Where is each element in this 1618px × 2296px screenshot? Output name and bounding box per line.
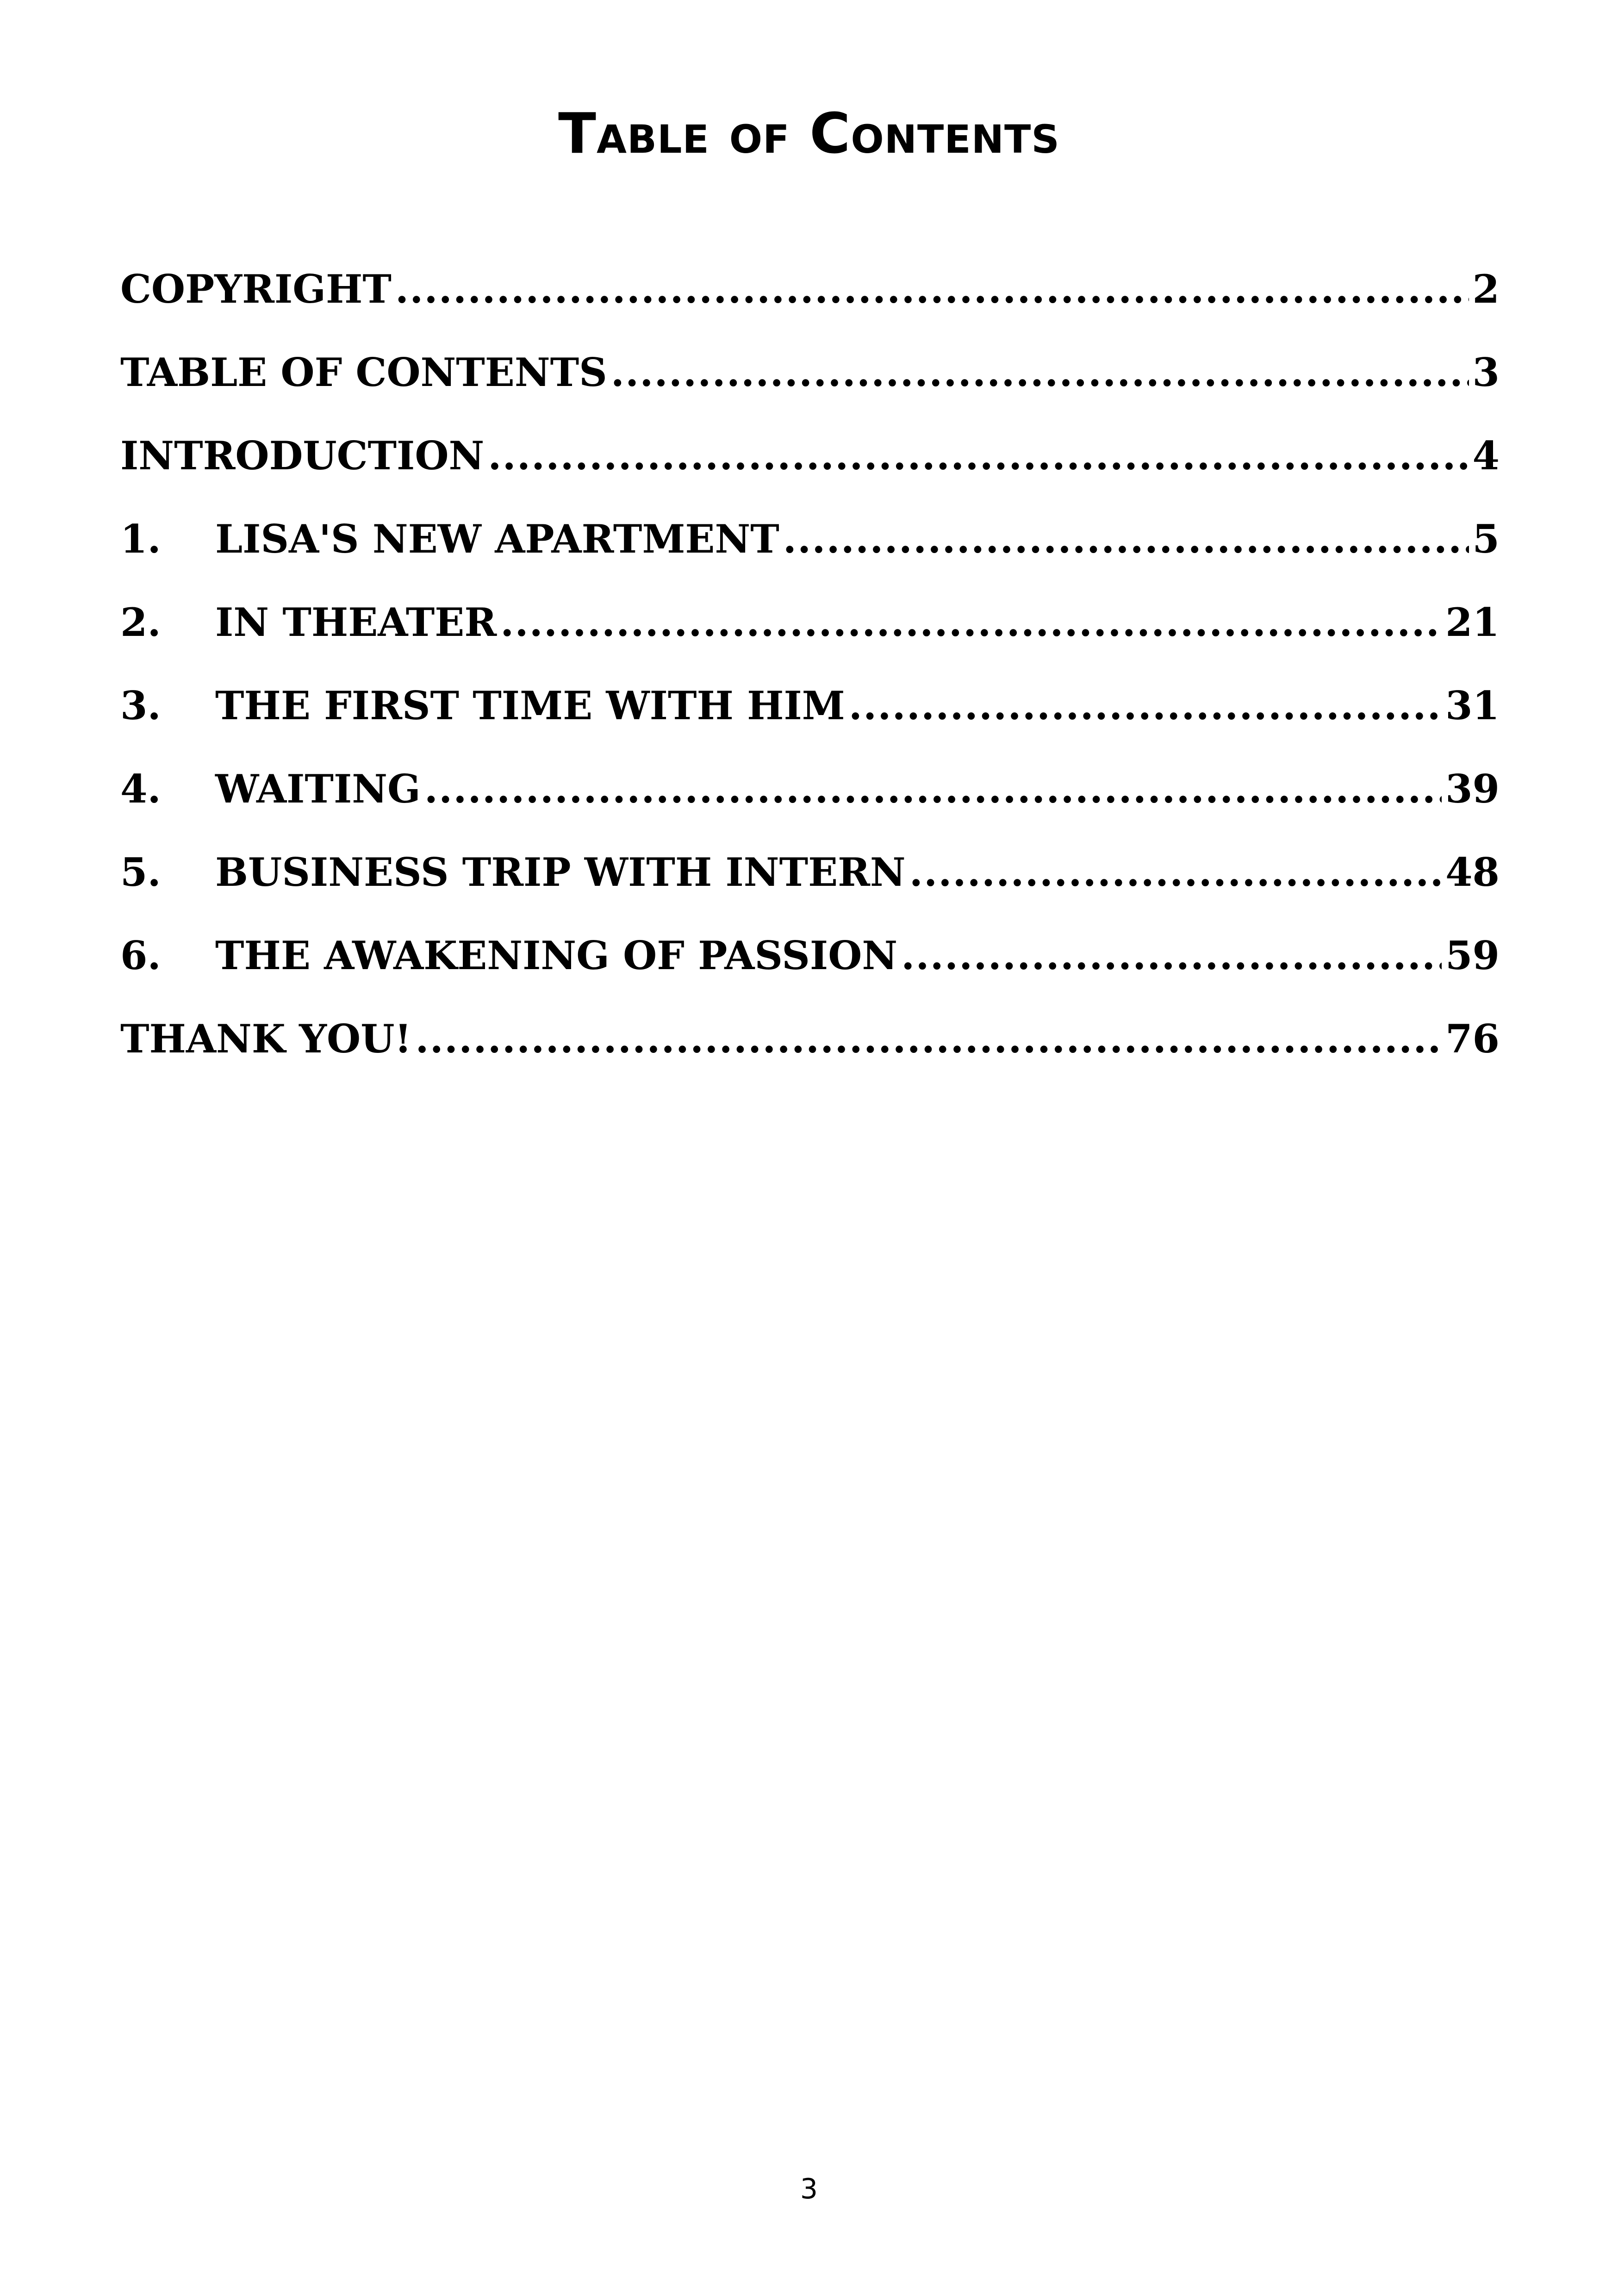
toc-entry-label: THE FIRST TIME WITH HIM xyxy=(215,683,845,728)
toc-entry-page: 39 xyxy=(1445,766,1500,812)
toc-dot-leader xyxy=(909,842,1442,902)
page-title: Table of Contents xyxy=(558,102,1060,166)
toc-entry-label: THE AWAKENING OF PASSION xyxy=(215,933,898,978)
toc-dot-leader xyxy=(901,926,1442,986)
toc-entry-label: COPYRIGHT xyxy=(120,266,392,312)
toc-entry-label: LISA'S NEW APARTMENT xyxy=(215,516,779,562)
toc-dot-leader xyxy=(783,509,1469,569)
toc-entry-introduction[interactable] xyxy=(120,426,1500,509)
toc-entry-label: BUSINESS TRIP WITH INTERN xyxy=(215,849,906,895)
toc-dot-leader xyxy=(611,342,1469,403)
toc-dot-leader xyxy=(395,259,1469,319)
toc-entry-page: 76 xyxy=(1445,1016,1500,1062)
toc-entry-number: 1. xyxy=(120,516,161,562)
toc-entry-page: 48 xyxy=(1445,849,1500,895)
toc-dot-leader xyxy=(849,676,1442,736)
page-number: 3 xyxy=(800,2173,818,2205)
toc-entry-chapter-4[interactable] xyxy=(120,759,1500,842)
toc-entry-number: 3. xyxy=(120,683,161,728)
toc-entry-table-of-contents[interactable] xyxy=(120,342,1500,426)
table-of-contents xyxy=(120,259,1500,1092)
toc-entry-chapter-6[interactable] xyxy=(120,926,1500,1009)
toc-entry-label: WAITING xyxy=(215,766,421,812)
toc-dot-leader xyxy=(424,759,1442,819)
toc-entry-page: 3 xyxy=(1472,349,1500,395)
toc-entry-copyright[interactable] xyxy=(120,259,1500,342)
toc-entry-page: 31 xyxy=(1445,683,1500,728)
toc-dot-leader xyxy=(500,592,1442,653)
toc-entry-label: THANK YOU! xyxy=(120,1016,412,1062)
toc-entry-label: IN THEATER xyxy=(215,599,497,645)
toc-entry-page: 2 xyxy=(1472,266,1500,312)
toc-entry-chapter-2[interactable] xyxy=(120,592,1500,676)
toc-entry-page: 21 xyxy=(1445,599,1500,645)
toc-entry-number: 4. xyxy=(120,766,161,812)
toc-entry-thank-you[interactable] xyxy=(120,1009,1500,1092)
toc-entry-page: 59 xyxy=(1445,933,1500,978)
toc-entry-page: 4 xyxy=(1472,433,1500,479)
toc-entry-number: 2. xyxy=(120,599,161,645)
toc-entry-chapter-1[interactable] xyxy=(120,509,1500,592)
toc-entry-label: TABLE OF CONTENTS xyxy=(120,349,607,395)
toc-entry-number: 5. xyxy=(120,849,161,895)
toc-dot-leader xyxy=(488,426,1469,486)
toc-entry-number: 6. xyxy=(120,933,161,978)
toc-entry-chapter-3[interactable] xyxy=(120,676,1500,759)
toc-entry-label: INTRODUCTION xyxy=(120,433,485,479)
toc-entry-page: 5 xyxy=(1472,516,1500,562)
toc-dot-leader xyxy=(415,1009,1442,1069)
toc-entry-chapter-5[interactable] xyxy=(120,842,1500,926)
